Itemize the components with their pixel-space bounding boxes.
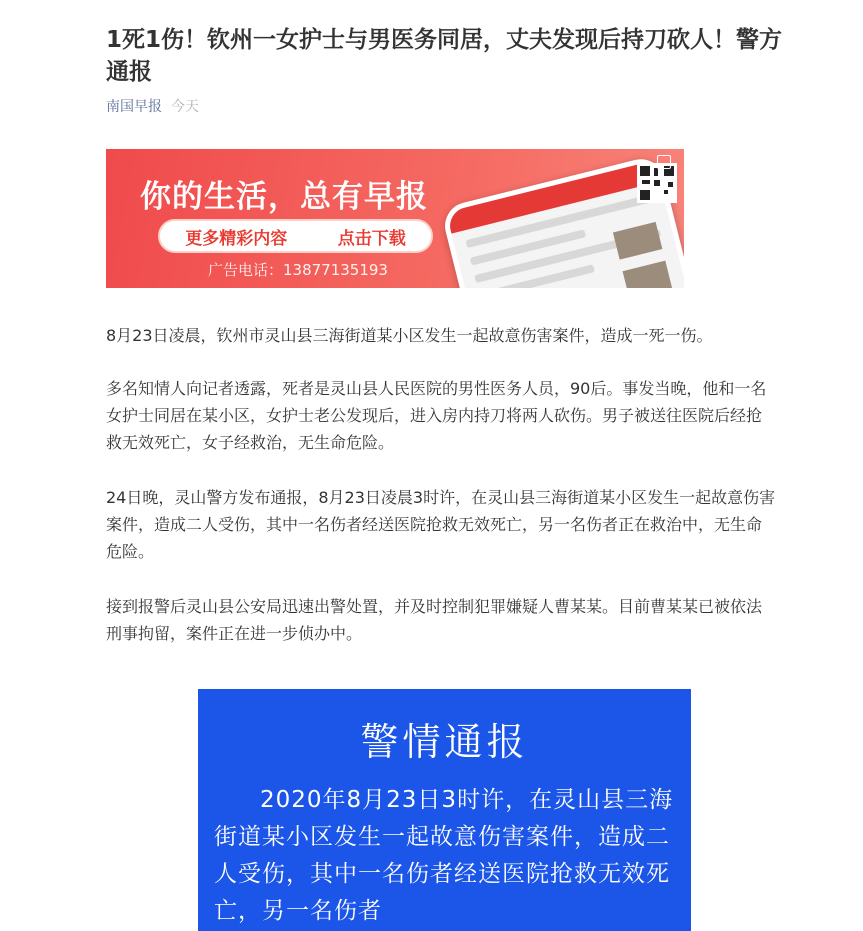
notice-title: 警情通报	[360, 720, 529, 764]
qr-code-icon	[637, 163, 677, 203]
paragraph-1: 8月23日凌晨，钦州市灵山县三海街道某小区发生一起故意伤害案件，造成一死一伤。	[106, 326, 713, 345]
paragraph-3: 24日晚，灵山警方发布通报，8月23日凌晨3时许，在灵山县三海街道某小区发生一起故意伤害案件，造成二人受伤，其中一名伤者经送医院抢救无效死亡，另一名伤者正在救治中，无生命危险。	[106, 488, 776, 561]
article-title: 1死1伤！钦州一女护士与男医务同居，丈夫发现后持刀砍人！警方通报	[106, 27, 783, 85]
cta-left-label: 更多精彩内容	[185, 228, 288, 249]
cta-right-label: 点击下载	[337, 228, 406, 249]
paragraph-4: 接到报警后灵山县公安局迅速出警处置，并及时控制犯罪嫌疑人曹某某。目前曹某某已被依法刑事拘留，案件正在进一步侦办中。	[106, 597, 763, 643]
share-icon[interactable]	[657, 155, 671, 169]
paragraph-2: 多名知情人向记者透露，死者是灵山县人民医院的男性医务人员，90后。事发当晚，他和一名女护士同居在某小区，女护士老公发现后，进入房内持刀将两人砍伤。男子被送往医院后经抢救无效死亡，女子经救治，无生命危险。	[106, 379, 767, 452]
source-link[interactable]: 南国早报	[106, 99, 162, 115]
download-ad-banner[interactable]	[106, 149, 684, 288]
police-notice-image	[198, 689, 691, 931]
download-button[interactable]	[158, 219, 433, 253]
publish-time: 今天	[171, 99, 199, 115]
banner-headline: 你的生活，总有早报	[140, 179, 428, 215]
notice-body: 2020年8月23日3时许，在灵山县三海街道某小区发生一起故意伤害案件，造成二人受伤，其中一名伤者经送医院抢救无效死亡，另一名伤者	[214, 787, 674, 924]
article-meta	[106, 97, 199, 117]
ad-phone-line: 广告电话：13877135193	[208, 261, 388, 279]
